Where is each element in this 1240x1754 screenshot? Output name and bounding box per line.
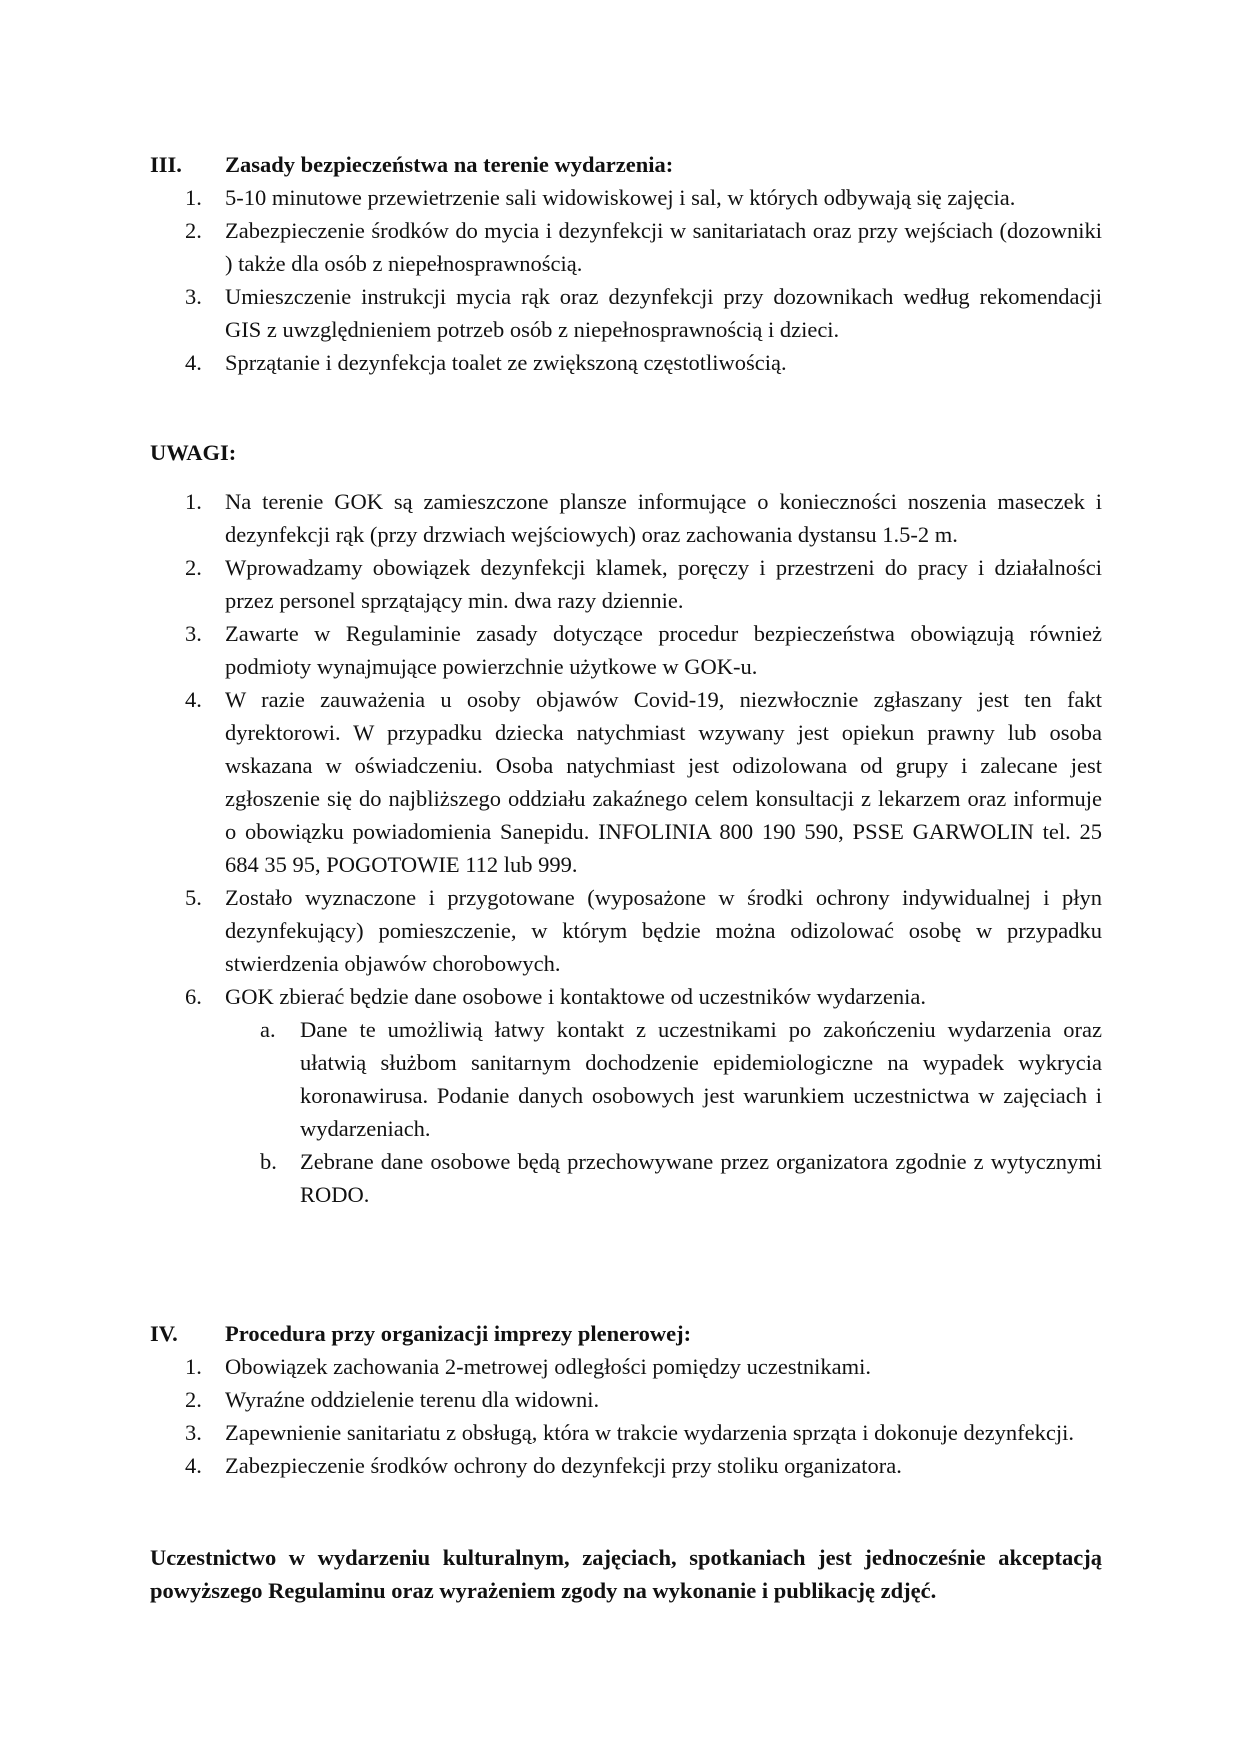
list-item-text: Na terenie GOK są zamieszczone plansze informujące o konieczności noszenia maseczek i dezynfekcji rąk (przy drzwiach wejściowych) oraz zachowania dystansu 1.5-2 m. (225, 489, 1102, 547)
section-number: IV. (150, 1321, 178, 1346)
list-item (185, 485, 1102, 551)
section-4-list (185, 1350, 1102, 1482)
list-marker: 5. (185, 885, 202, 910)
list-marker: 1. (185, 185, 202, 210)
list-marker: 4. (185, 350, 202, 375)
list-marker: 2. (185, 1387, 202, 1412)
sub-list-marker: b. (260, 1149, 277, 1174)
list-marker: 2. (185, 555, 202, 580)
list-item (185, 617, 1102, 683)
list-item (185, 980, 1102, 1211)
list-item-text: Obowiązek zachowania 2-metrowej odległości pomiędzy uczestnikami. (225, 1354, 872, 1379)
uwagi-list (185, 485, 1102, 1211)
list-item-text: Zostało wyznaczone i przygotowane (wyposażone w środki ochrony indywidualnej i płyn dezynfekujący) pomieszczenie, w którym będzie można odizolować osobę w przypadku stwierdzenia objawów chorobowych. (225, 885, 1102, 976)
list-item (185, 1449, 1102, 1482)
list-item (185, 181, 1102, 214)
list-item-text: Sprzątanie i dezynfekcja toalet ze zwiększoną częstotliwością. (225, 350, 787, 375)
sub-list-item-text: Dane te umożliwią łatwy kontakt z uczestnikami po zakończeniu wydarzenia oraz ułatwią służbom sanitarnym dochodzenie epidemiologiczne na wypadek wykrycia koronawirusa. Podanie danych osobowych jest warunkiem uczestnictwa w zajęciach i wydarzeniach. (300, 1017, 1102, 1141)
section-title: Zasady bezpieczeństwa na terenie wydarzenia: (225, 152, 674, 177)
list-item (185, 1416, 1102, 1449)
list-item (185, 214, 1102, 280)
sub-list-item (225, 1013, 1102, 1145)
list-marker: 1. (185, 489, 202, 514)
list-item-text: Wprowadzamy obowiązek dezynfekcji klamek, poręczy i przestrzeni do pracy i działalności przez personel sprzątający min. dwa razy dziennie. (225, 555, 1102, 613)
sub-list-item (225, 1145, 1102, 1211)
list-item-text: Zabezpieczenie środków do mycia i dezynfekcji w sanitariatach oraz przy wejściach (dozowniki ) także dla osób z niepełnosprawnością. (225, 218, 1102, 276)
list-marker: 2. (185, 218, 202, 243)
list-item (185, 280, 1102, 346)
list-marker: 3. (185, 284, 202, 309)
list-marker: 4. (185, 1453, 202, 1478)
list-item-text: Wyraźne oddzielenie terenu dla widowni. (225, 1387, 600, 1412)
list-item-text: 5-10 minutowe przewietrzenie sali widowiskowej i sal, w których odbywają się zajęcia. (225, 185, 1016, 210)
list-item (185, 881, 1102, 980)
list-item (185, 1383, 1102, 1416)
list-item-text: Zabezpieczenie środków ochrony do dezynfekcji przy stoliku organizatora. (225, 1453, 902, 1478)
list-item (185, 551, 1102, 617)
list-item-text: W razie zauważenia u osoby objawów Covid-19, niezwłocznie zgłaszany jest ten fakt dyrektorowi. W przypadku dziecka natychmiast wzywany jest opiekun prawny lub osoba wskazana w oświadczeniu. Osoba natychmiast jest odizolowana od grupy i zalecane jest zgłoszenie się do najbliższego oddziału zakaźnego celem konsultacji z lekarzem oraz informuje o obowiązku powiadomienia Sanepidu. INFOLINIA 800 190 590, PSSE GARWOLIN tel. 25 684 35 95, POGOTOWIE 112 lub 999. (225, 687, 1102, 877)
list-item (185, 346, 1102, 379)
list-item (185, 683, 1102, 881)
list-marker: 4. (185, 687, 202, 712)
list-marker: 3. (185, 1420, 202, 1445)
sub-list-marker: a. (260, 1017, 276, 1042)
sub-list (225, 1013, 1102, 1211)
list-item-text: Zawarte w Regulaminie zasady dotyczące procedur bezpieczeństwa obowiązują również podmioty wynajmujące powierzchnie użytkowe w GOK-u. (225, 621, 1102, 679)
list-item-text: GOK zbierać będzie dane osobowe i kontaktowe od uczestników wydarzenia. (225, 984, 926, 1009)
section-3-list (185, 181, 1102, 379)
list-marker: 6. (185, 984, 202, 1009)
sub-list-item-text: Zebrane dane osobowe będą przechowywane przez organizatora zgodnie z wytycznymi RODO. (300, 1149, 1102, 1207)
list-item (185, 1350, 1102, 1383)
list-item-text: Umieszczenie instrukcji mycia rąk oraz dezynfekcji przy dozownikach według rekomendacji GIS z uwzględnieniem potrzeb osób z niepełnosprawnością i dzieci. (225, 284, 1102, 342)
final-statement: Uczestnictwo w wydarzeniu kulturalnym, zajęciach, spotkaniach jest jednocześnie akceptacją powyższego Regulaminu oraz wyrażeniem zgody na wykonanie i publikację zdjęć. (150, 1545, 1102, 1603)
list-marker: 1. (185, 1354, 202, 1379)
uwagi-heading: UWAGI: (150, 440, 237, 465)
section-title: Procedura przy organizacji imprezy plenerowej: (225, 1321, 692, 1346)
list-item-text: Zapewnienie sanitariatu z obsługą, która w trakcie wydarzenia sprząta i dokonuje dezynfekcji. (225, 1420, 1075, 1445)
list-marker: 3. (185, 621, 202, 646)
section-number: III. (150, 152, 182, 177)
